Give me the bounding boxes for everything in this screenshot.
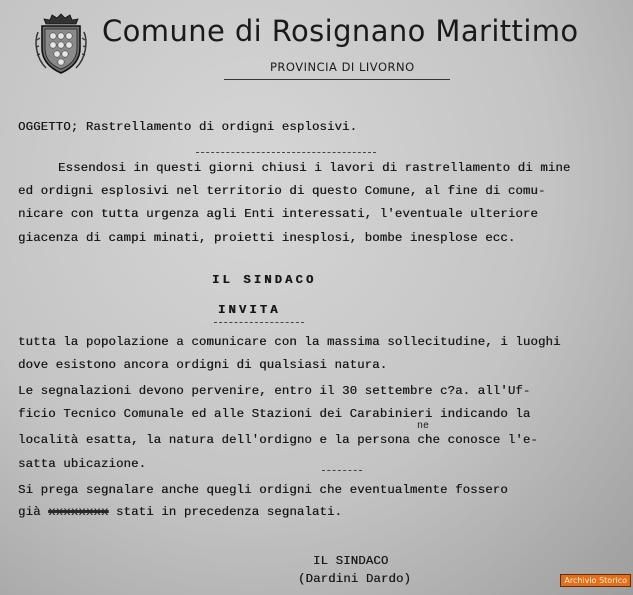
heading-invita: INVITA [218, 303, 281, 317]
underline-marks [196, 152, 376, 154]
header-divider [224, 79, 450, 80]
signature-title: IL SINDACO [313, 554, 389, 568]
body-line-8 [18, 504, 342, 520]
archive-watermark: Archivio Storico [560, 574, 631, 587]
coat-of-arms-icon [32, 12, 90, 76]
body-line-2: dove esistono ancora ordigni di qualsiasi natura. [18, 358, 388, 372]
body-line-6: satta ubicazione. [18, 457, 147, 471]
struck-out-word: xxxxxxxx [48, 505, 109, 519]
last-line-rest: stati in precedenza segnalati. [116, 505, 343, 519]
intro-line-3: nicare con tutta urgenza agli Enti interessati, l'eventuale ulteriore [18, 207, 538, 221]
body-line-7: Si prega segnalare anche quegli ordigni che eventualmente fossero [18, 483, 508, 497]
heading-il-sindaco: IL SINDACO [212, 273, 317, 287]
intro-line-4: giacenza di campi minati, proietti inesplosi, bombe inesplose ecc. [18, 231, 516, 245]
province-subtitle: PROVINCIA DI LIVORNO [270, 60, 415, 74]
signature-name: (Dardini Dardo) [298, 572, 412, 586]
last-line-lead: già [18, 505, 41, 519]
comune-title: Comune di Rosignano Marittimo [102, 14, 579, 48]
body-line-1: tutta la popolazione a comunicare con la massima sollecitudine, i luoghi [18, 335, 561, 349]
body-line-4: ficio Tecnico Comunale ed alle Stazioni dei Carabinieri indicando la [18, 407, 531, 421]
body-line-3: Le segnalazioni devono pervenire, entro il 30 settembre c?a. all'Uf- [18, 384, 531, 398]
intro-line-2: ed ordigni esplosivi nel territorio di questo Comune, al fine di comu- [18, 184, 546, 198]
underline-marks [322, 470, 362, 472]
subject-line: OGGETTO; Rastrellamento di ordigni esplosivi. [18, 120, 358, 134]
underline-marks [214, 322, 304, 324]
body-line-5: località esatta, la natura dell'ordigno e la persona che conosce l'e- [18, 433, 538, 447]
insertion-ne: ne [417, 421, 430, 432]
intro-line-1: Essendosi in questi giorni chiusi i lavori di rastrellamento di mine [58, 161, 571, 175]
